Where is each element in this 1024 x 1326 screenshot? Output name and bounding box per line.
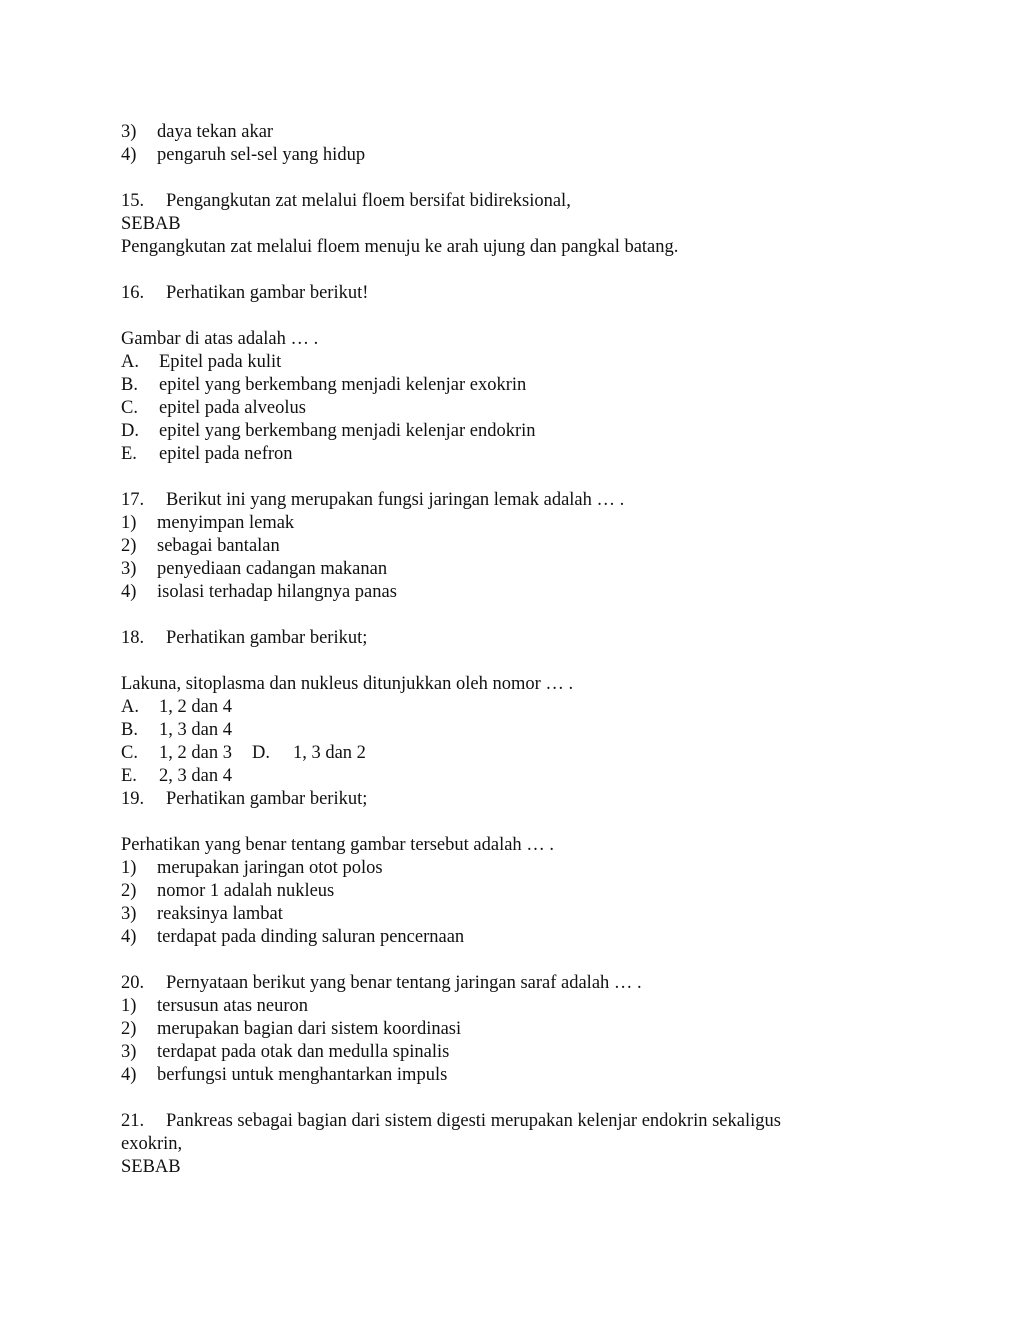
- spacer: [121, 811, 901, 834]
- q21-sebab: SEBAB: [121, 1157, 181, 1177]
- list-item: 3) terdapat pada otak dan medulla spinalis: [121, 1042, 450, 1062]
- q16-question: Gambar di atas adalah … .: [121, 329, 319, 349]
- spacer: [121, 650, 901, 673]
- question-15: 15. Pengangkutan zat melalui floem bersifat bidireksional,: [121, 191, 571, 211]
- spacer: [121, 604, 901, 627]
- spacer: [121, 259, 901, 282]
- list-item: 3) daya tekan akar: [121, 122, 274, 142]
- question-17: 17. Berikut ini yang merupakan fungsi jaringan lemak adalah … .: [121, 490, 625, 510]
- question-20: 20. Pernyataan berikut yang benar tentang jaringan saraf adalah … .: [121, 973, 642, 993]
- q18-question: Lakuna, sitoplasma dan nukleus ditunjukkan oleh nomor … .: [121, 674, 574, 694]
- option-e: E. epitel pada nefron: [121, 444, 293, 464]
- option-b: B. epitel yang berkembang menjadi kelenjar exokrin: [121, 375, 527, 395]
- option-a: A. Epitel pada kulit: [121, 352, 282, 372]
- list-item: 4) pengaruh sel-sel yang hidup: [121, 145, 366, 165]
- spacer: [121, 167, 901, 190]
- list-item: 2) sebagai bantalan: [121, 536, 280, 556]
- option-c-d: C. 1, 2 dan 3 D. 1, 3 dan 2: [121, 743, 366, 763]
- question-16: 16. Perhatikan gambar berikut!: [121, 283, 369, 303]
- document-page: [121, 121, 901, 1179]
- list-item: 3) penyediaan cadangan makanan: [121, 559, 388, 579]
- list-item: 4) berfungsi untuk menghantarkan impuls: [121, 1065, 448, 1085]
- option-c: C. epitel pada alveolus: [121, 398, 306, 418]
- q15-reason: Pengangkutan zat melalui floem menuju ke arah ujung dan pangkal batang.: [121, 237, 679, 257]
- option-b: B. 1, 3 dan 4: [121, 720, 232, 740]
- spacer: [121, 466, 901, 489]
- question-21: 21. Pankreas sebagai bagian dari sistem digesti merupakan kelenjar endokrin sekaligus: [121, 1111, 781, 1131]
- question-18: 18. Perhatikan gambar berikut;: [121, 628, 368, 648]
- q19-question: Perhatikan yang benar tentang gambar tersebut adalah … .: [121, 835, 555, 855]
- list-item: 3) reaksinya lambat: [121, 904, 283, 924]
- q21-text-cont: exokrin,: [121, 1134, 183, 1154]
- q15-sebab: SEBAB: [121, 214, 181, 234]
- list-item: 1) merupakan jaringan otot polos: [121, 858, 383, 878]
- list-item: 1) menyimpan lemak: [121, 513, 295, 533]
- spacer: [121, 949, 901, 972]
- list-item: 1) tersusun atas neuron: [121, 996, 309, 1016]
- option-a: A. 1, 2 dan 4: [121, 697, 232, 717]
- spacer: [121, 1087, 901, 1110]
- question-19: 19. Perhatikan gambar berikut;: [121, 789, 368, 809]
- option-d: D. epitel yang berkembang menjadi kelenjar endokrin: [121, 421, 536, 441]
- list-item: 4) terdapat pada dinding saluran pencernaan: [121, 927, 465, 947]
- list-item: 2) merupakan bagian dari sistem koordinasi: [121, 1019, 462, 1039]
- list-item: 2) nomor 1 adalah nukleus: [121, 881, 335, 901]
- spacer: [121, 305, 901, 328]
- list-item: 4) isolasi terhadap hilangnya panas: [121, 582, 397, 602]
- option-e: E. 2, 3 dan 4: [121, 766, 232, 786]
